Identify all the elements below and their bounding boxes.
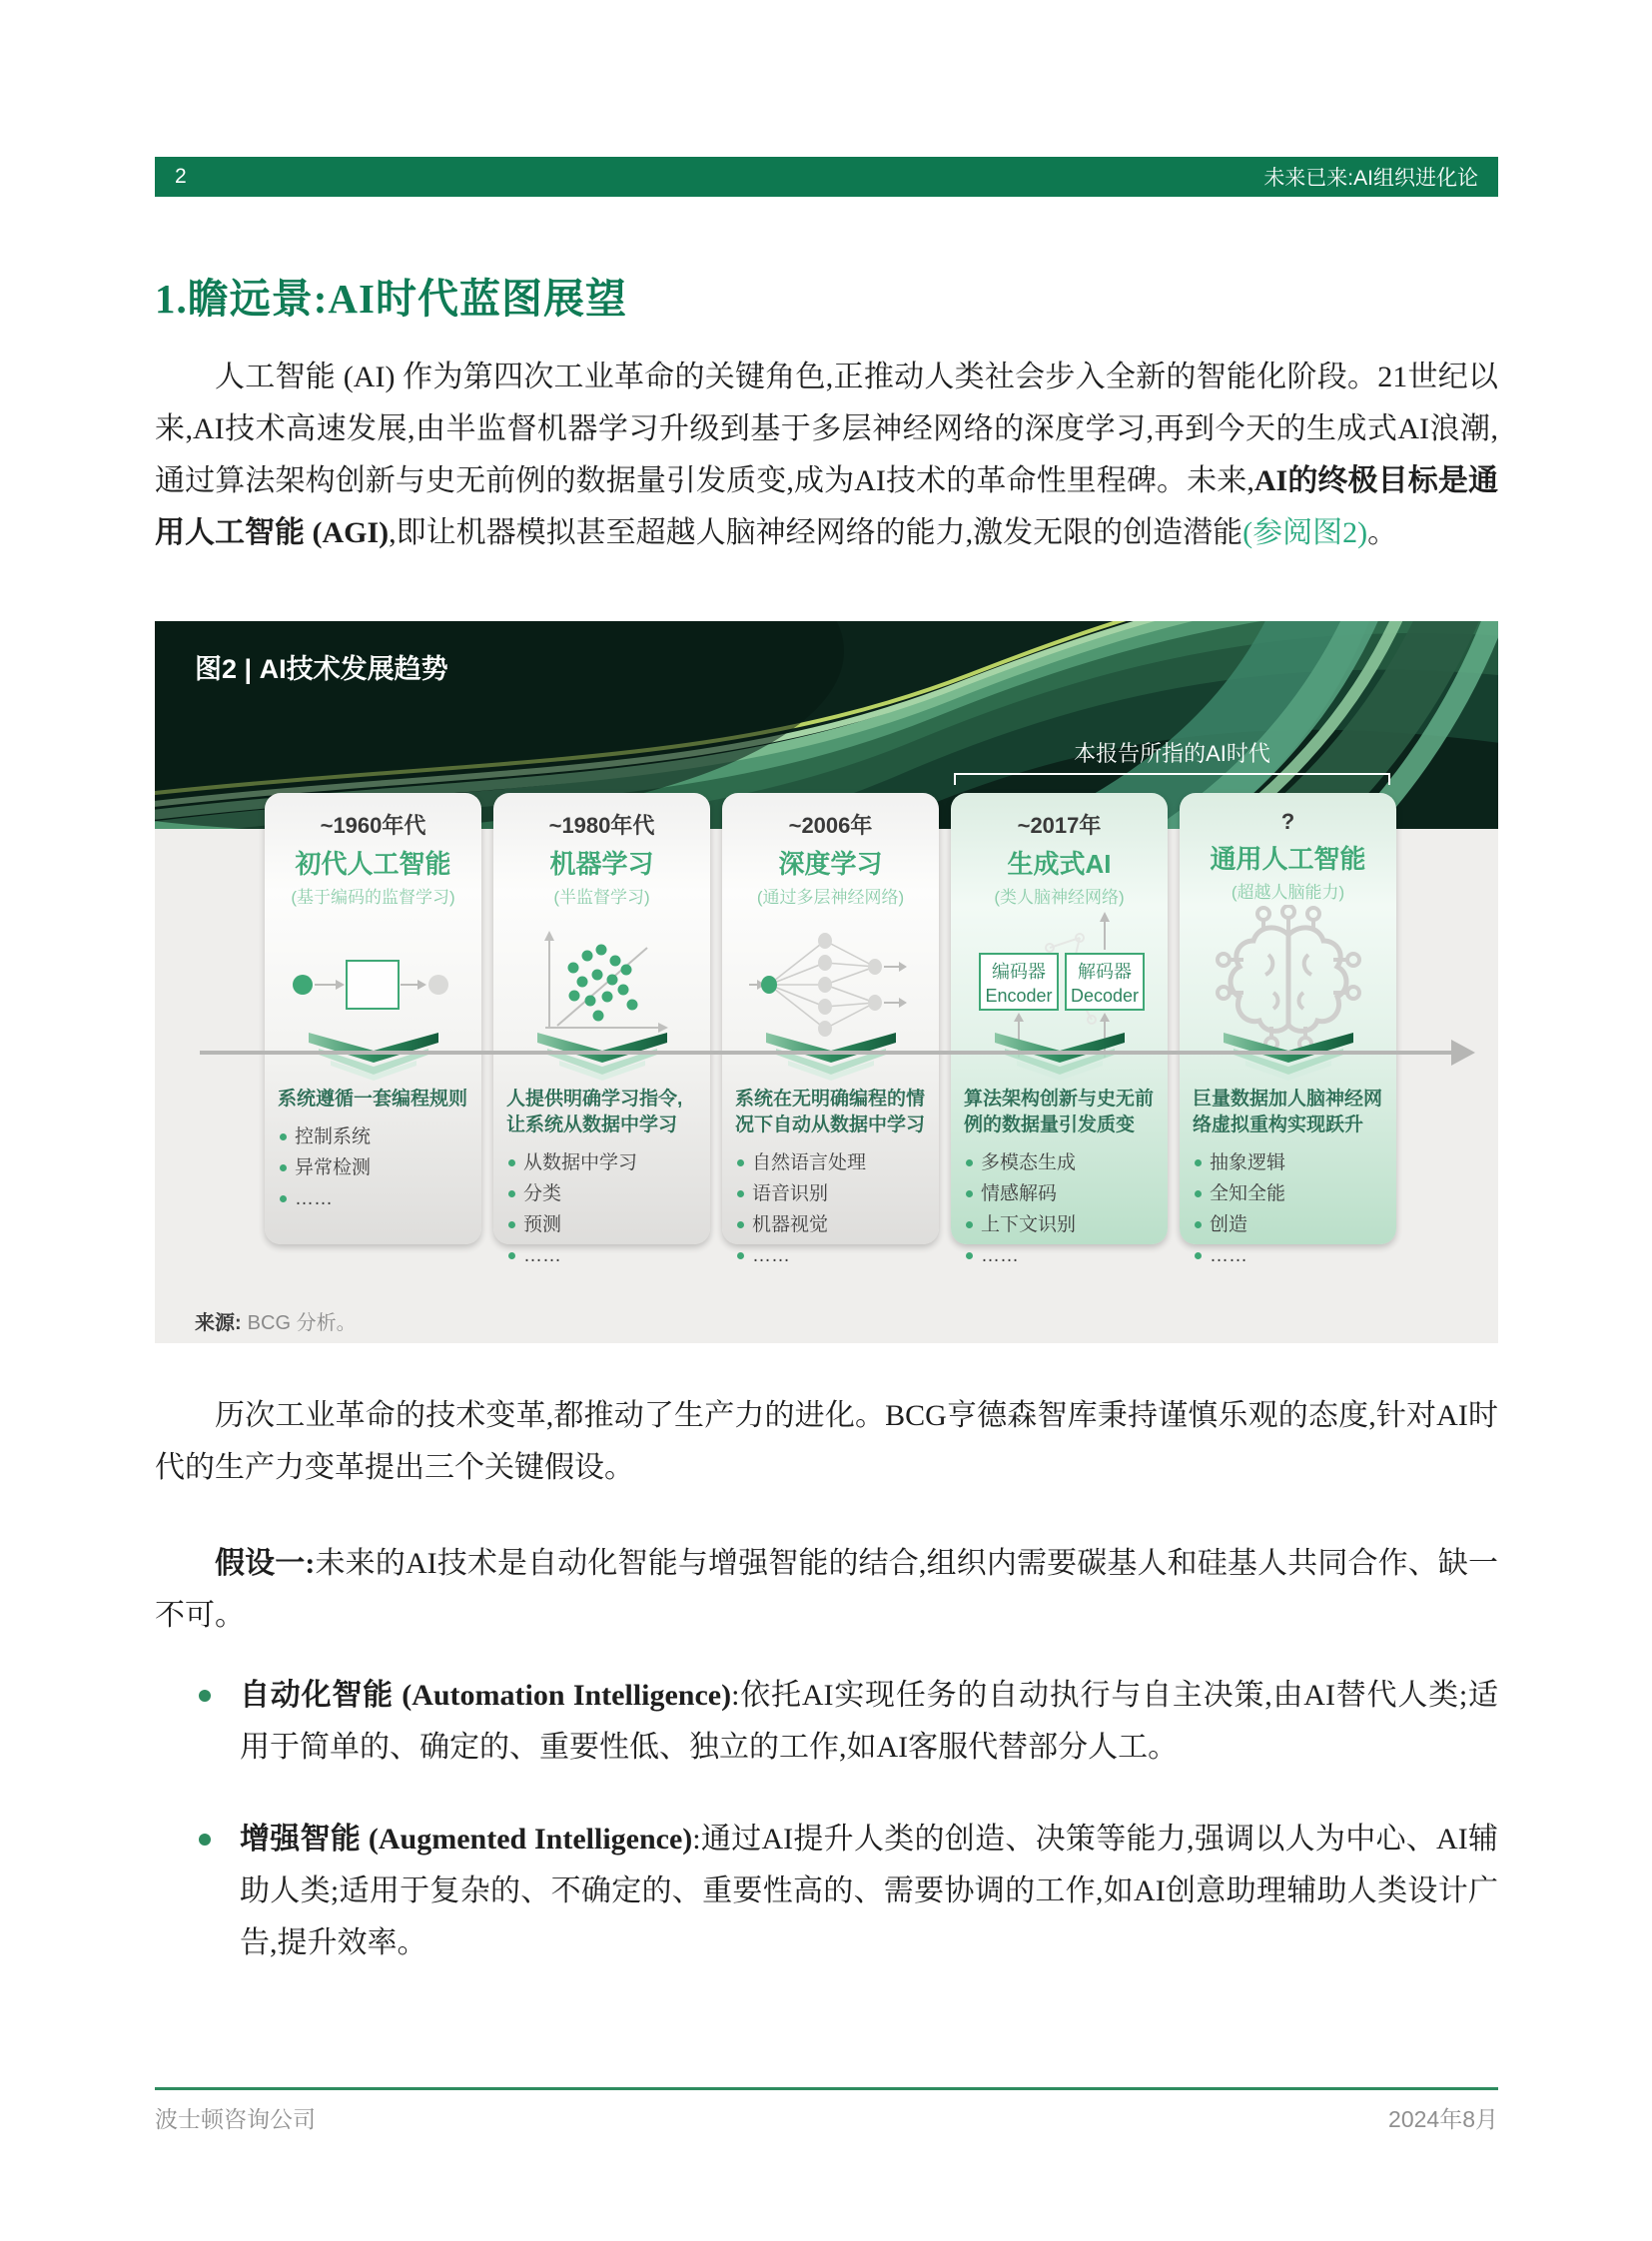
era-item-list [278,1121,468,1214]
era-card [493,793,710,1266]
footer-rule [155,2087,1498,2090]
era-item: …… [1193,1240,1383,1271]
era-item: 自然语言处理 [735,1147,926,1178]
encoder-label: 编码器 [991,962,1046,982]
era-card [951,793,1168,1266]
milestone-chevron [766,1033,896,1088]
era-name: 通用人工智能 [1210,844,1366,874]
era-description [964,1087,1155,1271]
era-item: 多模态生成 [964,1147,1155,1178]
era-item: 情感解码 [964,1178,1155,1209]
era-item: 异常检测 [278,1152,468,1183]
era-description [735,1087,926,1271]
page-header-bar [155,157,1498,197]
era-subtitle: (基于编码的监督学习) [291,888,455,907]
era-card [722,793,939,1266]
era-year: ~1960年代 [320,813,426,838]
hypothesis-text: 未来的AI技术是自动化智能与增强智能的结合,组织内需要碳基人和硅基人共同合作、缺一不可。 [155,1547,1498,1632]
timeline-axis [200,1051,1453,1055]
encoder-en-label: Encoder [984,986,1053,1006]
era-item: 语音识别 [735,1178,926,1209]
era-item: …… [964,1240,1155,1271]
era-desc-heading: 系统遵循一套编程规则 [278,1089,468,1110]
bullet-dot-icon [199,1690,211,1702]
hypothesis-label: 假设一: [215,1547,316,1580]
era-subtitle: (超越人脑能力) [1231,883,1345,902]
era-name: 机器学习 [549,849,654,879]
era-year: ~2006年 [788,813,873,838]
footer-company: 波士顿咨询公司 [155,2106,316,2132]
era-item-list [506,1147,697,1271]
milestone-chevron-icon [766,1033,896,1083]
milestone-chevron [309,1033,438,1088]
era-icon-area [1180,907,1396,1053]
paragraph-intro [155,352,1498,559]
era-year: ? [1280,809,1295,834]
era-desc-heading: 巨量数据加人脑神经网络虚拟重构实现跃升 [1193,1089,1383,1135]
pipeline-icon [289,949,458,1021]
era-item: 控制系统 [278,1121,468,1152]
paragraph-intro-mid: ,即让机器模拟甚至超越人脑神经网络的能力,激发无限的创造潜能 [389,516,1243,549]
era-subtitle: (半监督学习) [553,888,650,907]
list-item-augmented [155,1814,1498,1969]
automation-desc: :依托AI实现任务的自动执行与自主决策,由AI替代人类;适用于简单的、确定的、重要性低、独立的工作,如AI客服代替部分人工。 [240,1679,1499,1764]
augmented-term: 增强智能 (Augmented Intelligence) [240,1823,693,1856]
era-card [265,793,481,1244]
automation-term: 自动化智能 (Automation Intelligence) [240,1679,732,1712]
milestone-chevron [995,1033,1125,1088]
ai-era-label: 本报告所指的AI时代 [1074,741,1270,766]
era-description [506,1087,697,1271]
era-item: 预测 [506,1209,697,1240]
agi-bold-text: AI的终极目标是通用人工智能 (AGI) [155,464,1498,549]
ai-era-bracket [954,773,1390,785]
milestone-chevron-icon [309,1033,438,1083]
era-item: 全知全能 [1193,1178,1383,1209]
paragraph-intro-text: 人工智能 (AI) 作为第四次工业革命的关键角色,正推动人类社会步入全新的智能化阶段。21世纪以来,AI技术高速发展,由半监督机器学习升级到基于多层神经网络的深度学习,再到今天的生成式AI浪潮,通过算法架构创新与史无前例的数据量引发质变,成为AI技术的革命性里程碑。未来, [155,361,1498,497]
bullet-list [155,1670,1498,2009]
era-item: 分类 [506,1178,697,1209]
section-title: 1.瞻远景:AI时代蓝图展望 [155,276,627,322]
bullet-dot-icon [199,1834,211,1846]
milestone-chevron-icon [995,1033,1125,1083]
figure-source [195,1306,357,1335]
era-subtitle: (通过多层神经网络) [756,888,905,907]
era-description [1193,1087,1383,1271]
era-year: ~2017年 [1017,813,1102,838]
decoder-en-label: Decoder [1070,986,1139,1006]
era-desc-heading: 人提供明确学习指令,让系统从数据中学习 [506,1089,683,1135]
era-item: 从数据中学习 [506,1147,697,1178]
era-item: …… [735,1240,926,1271]
era-desc-heading: 算法架构创新与史无前例的数据量引发质变 [964,1089,1155,1135]
era-desc-heading: 系统在无明确编程的情况下自动从数据中学习 [735,1089,926,1135]
figure-2 [155,621,1498,1343]
paragraph-2: 历次工业革命的技术变革,都推动了生产力的进化。BCG亨德森智库秉持谨慎乐观的态度,针对AI时代的生产力变革提出三个关键假设。 [155,1399,1498,1484]
era-name: 生成式AI [1007,849,1112,879]
milestone-chevron-icon [537,1033,667,1083]
list-item-automation [155,1670,1498,1774]
milestone-chevron-icon [1224,1033,1353,1083]
era-name: 初代人工智能 [295,849,451,879]
era-item: 创造 [1193,1209,1383,1240]
era-item: …… [278,1183,468,1214]
era-item-list [1193,1147,1383,1271]
timeline-arrowhead-icon [1451,1040,1475,1066]
page-footer [155,2101,1498,2134]
page-number: 2 [175,165,187,188]
era-name: 深度学习 [778,849,883,879]
footer-date: 2024年8月 [1388,2106,1498,2132]
era-item-list [964,1147,1155,1271]
era-item: …… [506,1240,697,1271]
neural-network-icon [747,929,915,1041]
paragraph-3 [155,1538,1498,1642]
era-item: 机器视觉 [735,1209,926,1240]
era-subtitle: (类人脑神经网络) [994,888,1125,907]
milestone-chevron [537,1033,667,1088]
era-year: ~1980年代 [548,813,655,838]
milestone-chevron [1224,1033,1353,1088]
figure-title: 图2 | AI技术发展趋势 [195,654,448,684]
era-card [1180,793,1396,1266]
augmented-desc: :通过AI提升人类的创造、决策等能力,强调以人为中心、AI辅助人类;适用于复杂的、不确定的、重要性高的、需要协调的工作,如AI创意助理辅助人类设计广告,提升效率。 [240,1823,1498,1959]
scatter-plot-icon [527,928,677,1043]
era-description [278,1087,468,1214]
era-item: 上下文识别 [964,1209,1155,1240]
source-text: BCG 分析。 [247,1312,357,1334]
figure-reference-link[interactable]: (参阅图2) [1242,516,1368,549]
era-item: 抽象逻辑 [1193,1147,1383,1178]
source-label: 来源: [195,1312,242,1334]
paragraph-intro-end: 。 [1367,516,1398,549]
header-title: 未来已来:AI组织进化论 [1263,167,1478,190]
era-item-list [735,1147,926,1271]
decoder-label: 解码器 [1077,962,1132,982]
